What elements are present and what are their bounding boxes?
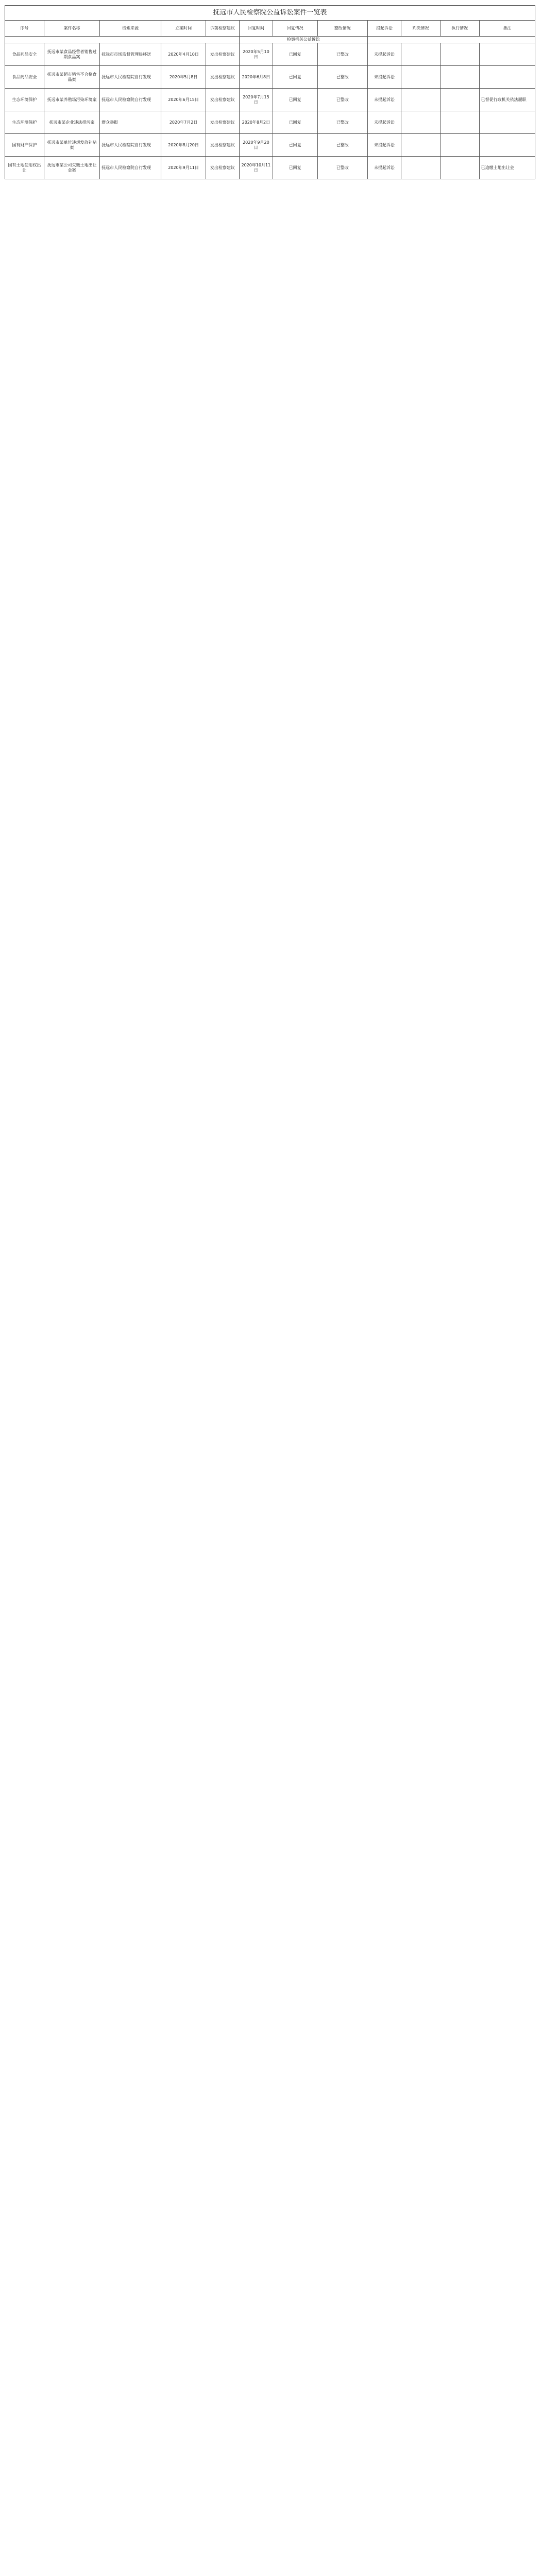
column-header: 回复时间 [239, 21, 273, 37]
table-cell: 2020年7月15日 [239, 89, 273, 111]
table-cell: 抚远市某养殖场污染环境案 [44, 89, 99, 111]
column-header: 备注 [479, 21, 535, 37]
column-header: 立案时间 [161, 21, 206, 37]
table-cell: 食品药品安全 [5, 43, 44, 66]
table-cell [479, 66, 535, 89]
table-cell: 发出检察建议 [206, 157, 239, 179]
table-cell [401, 134, 440, 157]
table-cell: 发出检察建议 [206, 66, 239, 89]
column-header: 回复情况 [273, 21, 317, 37]
table-cell: 已回复 [273, 66, 317, 89]
table-cell: 已整改 [317, 157, 367, 179]
table-cell: 抚远市人民检察院自行发现 [100, 157, 161, 179]
table-cell: 已督促行政机关依法履职 [479, 89, 535, 111]
table-cell [401, 43, 440, 66]
table-cell [401, 66, 440, 89]
table-cell: 国有土地使用权出让 [5, 157, 44, 179]
table-cell: 抚远市某食品经营者销售过期食品案 [44, 43, 99, 66]
table-cell: 抚远市市场监督管理局移送 [100, 43, 161, 66]
table-cell: 2020年6月8日 [239, 66, 273, 89]
table-cell: 未提起诉讼 [367, 66, 401, 89]
table-cell: 已回复 [273, 89, 317, 111]
document-sheet [5, 5, 535, 179]
table-cell [440, 134, 479, 157]
table-cell: 抚远市某单位违规发放补贴案 [44, 134, 99, 157]
table-cell [440, 66, 479, 89]
column-header: 线索来源 [100, 21, 161, 37]
column-header: 整改情况 [317, 21, 367, 37]
table-cell: 生态环境保护 [5, 111, 44, 134]
table-cell: 已追缴土地出让金 [479, 157, 535, 179]
table-cell: 群众举报 [100, 111, 161, 134]
table-cell: 未提起诉讼 [367, 43, 401, 66]
table-cell: 2020年7月2日 [161, 111, 206, 134]
table-cell: 抚远市某超市销售不合格食品案 [44, 66, 99, 89]
header-row [5, 21, 535, 37]
table-cell: 生态环境保护 [5, 89, 44, 111]
table-cell: 2020年5月10日 [239, 43, 273, 66]
table-cell: 未提起诉讼 [367, 157, 401, 179]
column-header: 执行情况 [440, 21, 479, 37]
table-cell [479, 134, 535, 157]
table-cell: 发出检察建议 [206, 134, 239, 157]
table-row [5, 66, 535, 89]
table-cell [440, 157, 479, 179]
table-cell: 已回复 [273, 134, 317, 157]
table-cell: 抚远市人民检察院自行发现 [100, 89, 161, 111]
column-header: 诉前检察建议 [206, 21, 239, 37]
table-cell [401, 157, 440, 179]
table-cell: 2020年9月20日 [239, 134, 273, 157]
table-row [5, 111, 535, 134]
table-cell: 发出检察建议 [206, 111, 239, 134]
table-cell: 2020年9月11日 [161, 157, 206, 179]
table-cell: 未提起诉讼 [367, 111, 401, 134]
table-cell [479, 111, 535, 134]
table-cell: 抚远市某企业违法排污案 [44, 111, 99, 134]
table-cell: 已整改 [317, 111, 367, 134]
table-cell [440, 43, 479, 66]
table-body [5, 43, 535, 179]
table-cell: 已回复 [273, 111, 317, 134]
table-cell: 抚远市人民检察院自行发现 [100, 66, 161, 89]
table-cell: 未提起诉讼 [367, 134, 401, 157]
table-cell [479, 43, 535, 66]
table-cell: 未提起诉讼 [367, 89, 401, 111]
table-cell: 2020年10月11日 [239, 157, 273, 179]
table-cell: 2020年5月8日 [161, 66, 206, 89]
column-header: 序号 [5, 21, 44, 37]
table-cell: 发出检察建议 [206, 43, 239, 66]
subheader-row [5, 37, 535, 43]
subheader-label: 检察机关公益诉讼 [239, 37, 367, 43]
column-header: 判决情况 [401, 21, 440, 37]
table-row [5, 157, 535, 179]
table-row [5, 89, 535, 111]
page-title: 抚远市人民检察院公益诉讼案件一览表 [5, 5, 535, 20]
table-cell [401, 89, 440, 111]
table-cell: 发出检察建议 [206, 89, 239, 111]
table-cell [440, 111, 479, 134]
table-cell: 2020年4月10日 [161, 43, 206, 66]
column-header: 提起诉讼 [367, 21, 401, 37]
table-cell: 食品药品安全 [5, 66, 44, 89]
table-cell: 已整改 [317, 43, 367, 66]
table-cell: 2020年8月2日 [239, 111, 273, 134]
table-cell: 抚远市某公司欠缴土地出让金案 [44, 157, 99, 179]
table-cell: 已回复 [273, 43, 317, 66]
case-table [5, 20, 535, 179]
table-cell: 已整改 [317, 89, 367, 111]
table-row [5, 43, 535, 66]
table-cell [440, 89, 479, 111]
table-cell: 已整改 [317, 134, 367, 157]
table-row [5, 134, 535, 157]
table-cell [401, 111, 440, 134]
table-cell: 2020年6月15日 [161, 89, 206, 111]
table-cell: 国有财产保护 [5, 134, 44, 157]
column-header: 案件名称 [44, 21, 99, 37]
table-cell: 已整改 [317, 66, 367, 89]
table-cell: 抚远市人民检察院自行发现 [100, 134, 161, 157]
table-cell: 2020年8月20日 [161, 134, 206, 157]
table-cell: 已回复 [273, 157, 317, 179]
